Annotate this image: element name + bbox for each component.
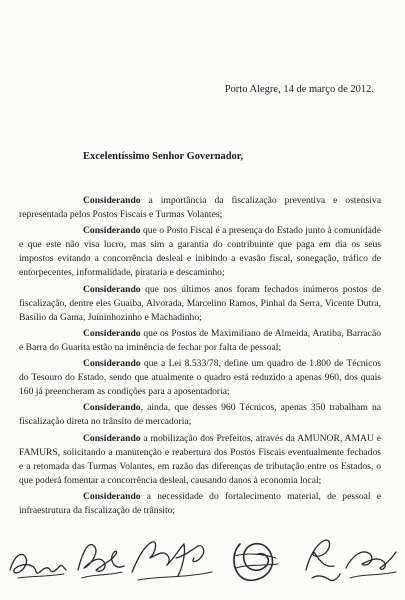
salutation: Excelentíssimo Senhor Governador, <box>83 151 244 162</box>
paragraph-6 <box>19 401 381 429</box>
signature-4 <box>226 534 286 590</box>
paragraph-lead: Considerando <box>83 402 141 414</box>
signature-1 <box>4 536 74 586</box>
paragraph-text: a importância da fiscalização preventiva e ostensiva representada pelos Postos Fiscais e Turmas Volantes; <box>19 195 381 221</box>
paragraph-lead: Considerando <box>83 432 141 444</box>
signatures-area <box>0 528 405 600</box>
paragraph-5 <box>19 357 381 399</box>
paragraph-text: que a Lei 8.533/78, define um quadro de 1.800 de Técnicos do Tesouro do Estado, sendo que atualmente o quadro está reduzido a apenas 960, dos quais 160 já preencheram as condições para a aposentadoria; <box>19 358 381 398</box>
paragraph-8 <box>19 490 381 518</box>
signature-2 <box>70 530 130 588</box>
paragraph-text: que o Posto Fiscal é a presença do Estado junto à comunidade e que este não visa lucro, mas sim a garantia do contribuinte que paga em dia os seus impostos evitando a concorrência desleal e inibindo a evasão fiscal, sonegação, tráfico de entorpecentes, informalidade, pirataria e descaminho; <box>19 225 381 279</box>
paragraph-lead: Considerando <box>83 358 141 370</box>
paragraph-7 <box>19 432 381 488</box>
paragraph-lead: Considerando <box>83 283 141 295</box>
signature-3 <box>128 528 218 588</box>
paragraph-text: a mobilização dos Prefeitos, através da AMUNOR, AMAU e FAMURS, solicitando a manutenção e reabertura dos Postos Fiscais eventualmente fechados e a retomada das Turmas Volantes, em razão das diferenças de tributação entre os Estados, o que poderá fomentar a concorrência desleal, causando danos à economia local; <box>19 432 381 486</box>
paragraph-text: que nos últimos anos foram fechados inúmeros postos de fiscalização, dentre eles Guaíba, Alvorada, Marcelino Ramos, Pinhal da Serra, Vicente Dutra, Basílio da Gama, Juíninhozinho e Machadinho; <box>19 283 381 323</box>
paragraph-lead: Considerando <box>83 327 141 339</box>
paragraph-2 <box>19 224 381 280</box>
place-date: Porto Alegre, 14 de março de 2012. <box>224 84 374 95</box>
paragraph-4 <box>19 327 381 355</box>
paragraph-text: que os Postos de Maximiliano de Almeida, Aratiba, Barracão e Barra do Guarita estão na iminência de fechar por falta de pessoal; <box>19 327 381 353</box>
document-body <box>19 194 381 520</box>
signature-5 <box>296 532 346 590</box>
paragraph-lead: Considerando <box>83 195 141 206</box>
paragraph-3 <box>19 283 381 325</box>
paragraph-text: , ainda, que desses 960 Técnicos, apenas 350 trabalham na fiscalização direta no trânsito de mercadoria; <box>19 402 381 428</box>
signature-6 <box>340 538 402 590</box>
paragraph-lead: Considerando <box>83 225 141 237</box>
paragraph-text: a necessidade do fortalecimento material, de pessoal e infraestrutura da fiscalização de trânsito; <box>19 490 381 516</box>
paragraph-lead: Considerando <box>83 490 141 502</box>
paragraph-1 <box>19 194 381 222</box>
